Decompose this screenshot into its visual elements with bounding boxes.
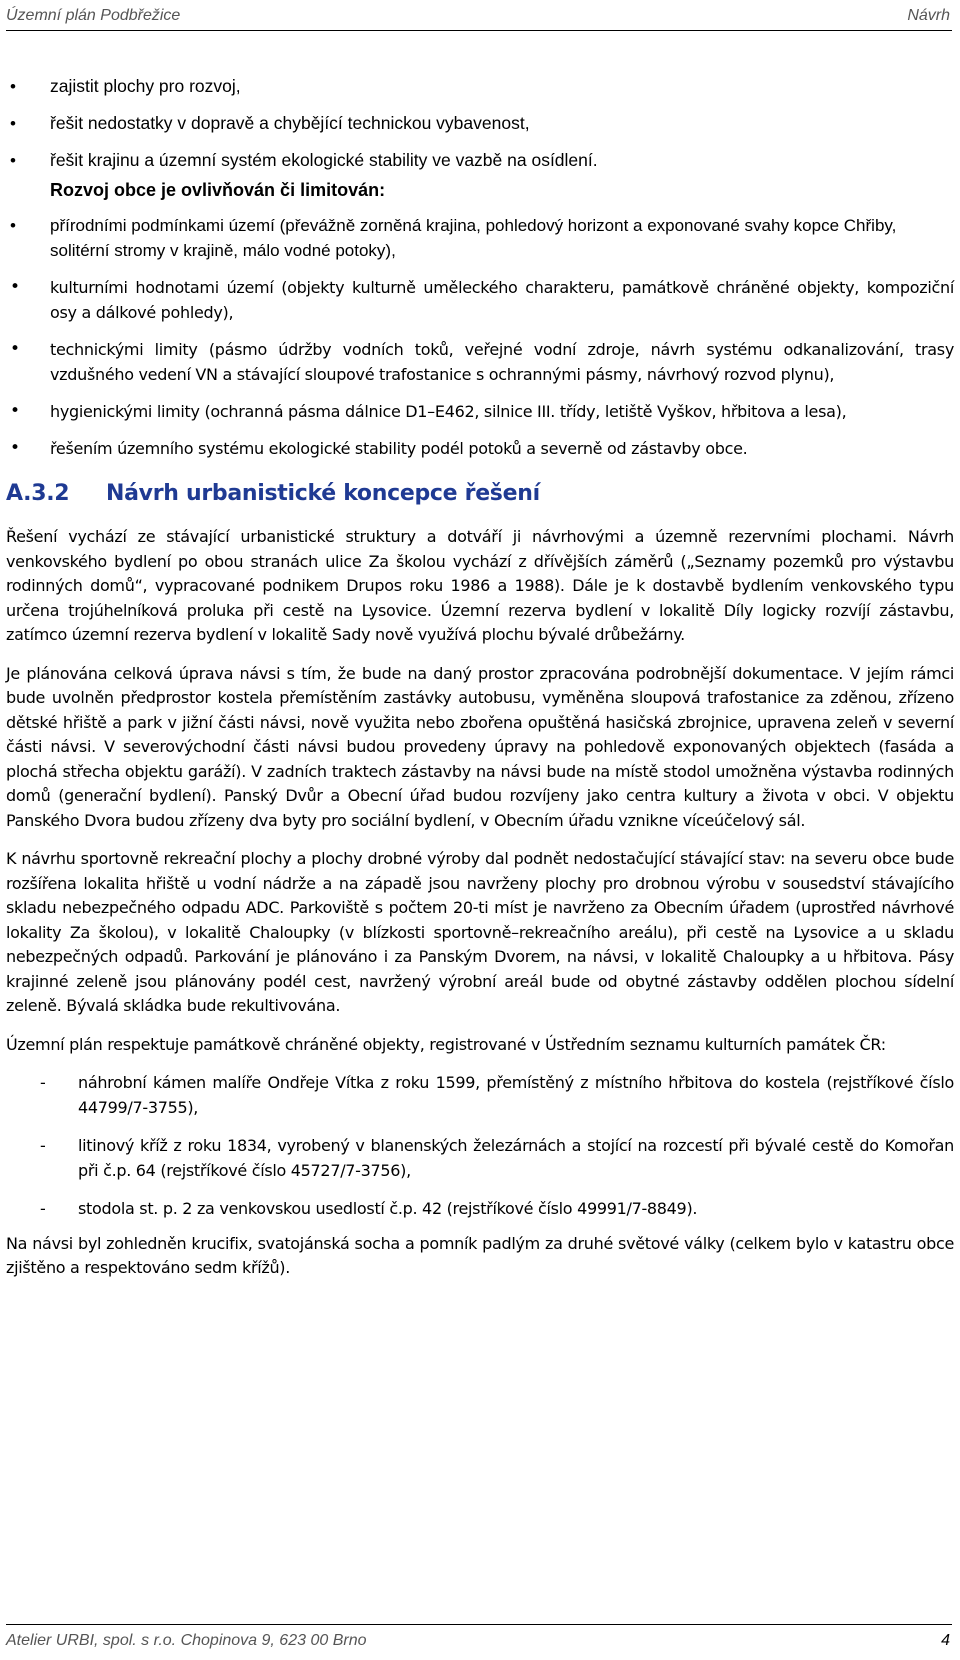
- bullet-icon: •: [10, 401, 20, 421]
- limits-list: [6, 213, 954, 461]
- list-item: • technickými limity (pásmo údržby vodních toků, veřejné vodní zdroje, návrh systému odkanalizování, trasy vzdušného vedení VN a stávající sloupové trafostanice s ochrannými pásmy, návrhový rozvod plynu),: [10, 339, 954, 384]
- list-item: • řešit nedostatky v dopravě a chybějící technickou vybavenost,: [6, 111, 954, 136]
- list-item: • hygienickými limity (ochranná pásma dálnice D1–E462, silnice III. třídy, letiště Vyškov, hřbitova a lesa),: [6, 399, 954, 424]
- list-item: • řešením územního systému ekologické stability podél potoků a severně od zástavby obce.: [6, 436, 954, 461]
- paragraph: Územní plán respektuje památkově chráněné objekty, registrované v Ústředním seznamu kulturních památek ČR:: [6, 1034, 886, 1054]
- monuments-list: [6, 1071, 954, 1222]
- bullet-icon: •: [10, 216, 16, 235]
- dash-icon: -: [40, 1073, 46, 1092]
- paragraph: K návrhu sportovně rekreační plochy a plochy drobné výroby dal podnět nedostačující stávající stav: na severu obce bude rozšířena lokalita hřiště u vodní nádrže a na západě jsou navrženy plochy pro drobnou výrobu v sousedství stávajícího skladu nebezpečného odpadu ADC. Parkoviště s počtem 20-ti míst je navrženo za Obecním úřadem (uprostřed návrhové lokality Za školou), v lokalitě Chaloupky (v blízkosti sportovně–rekreačního areálu), při cestě na Lysovice a u skladu nebezpečných odpadů. Parkování je plánováno i za Panským Dvorem, na návsi, v lokalitě Chaloupky a u hřbitova. Pásy krajinné zeleně jsou plánovány podél cest, navržený výrobní areál bude od obytné zástavby oddělen plochou sídelní zeleně. Bývalá skládka bude rekultivována.: [6, 849, 954, 1015]
- document-title: Územní plán Podbřežice: [6, 7, 181, 24]
- document-stage: Návrh: [907, 7, 950, 24]
- bullet-icon: •: [10, 77, 16, 96]
- bullet-icon: •: [10, 151, 16, 170]
- page-footer: [6, 1624, 952, 1657]
- section-title: Návrh urbanistické koncepce řešení: [106, 481, 540, 506]
- list-item: • přírodními podmínkami území (převážně zorněná krajina, pohledový horizont a exponované svahy kopce Chřiby, solitérní stromy v krajině, málo vodné potoky),: [6, 213, 954, 263]
- page-content: [6, 74, 954, 1295]
- goals-list: [6, 74, 954, 173]
- page-number: 4: [941, 1632, 950, 1649]
- bullet-icon: •: [10, 339, 20, 359]
- closing-paragraph: Na návsi byl zohledněn krucifix, svatojánská socha a pomník padlým za druhé světové války (celkem bylo v katastru obce zjištěno a respektováno sedm křížů).: [6, 1233, 954, 1277]
- bullet-icon: •: [10, 438, 20, 458]
- list-item: - litinový kříž z roku 1834, vyrobený v blanenských železárnách a stojící na rozcestí při bývalé cestě do Komořan při č.p. 64 (rejstříkové číslo 45727/7-3756),: [40, 1136, 954, 1180]
- paragraph: Řešení vychází ze stávající urbanistické struktury a dotváří ji návrhovými a územně rezervními plochami. Návrh venkovského bydlení po obou stranách ulice Za školou vychází z dřívějších záměrů („Seznamy pozemků pro výstavbu rodinných domů“, vypracované podnikem Drupos roku 1986 a 1988). Dále je k dostavbě bydlením venkovského typu určena trojúhelníková proluka při cestě na Lysovice. Územní rezerva bydlení v lokalitě Díly logicky rozvíjí zástavbu, zatímco územní rezerva bydlení v lokalitě Sady nově využívá plochu bývalé drůbežárny.: [6, 527, 954, 644]
- list-item: • kulturními hodnotami území (objekty kulturně uměleckého charakteru, památkově chráněné objekty, kompoziční osy a dálkové pohledy),: [10, 277, 954, 322]
- list-item: - náhrobní kámen malíře Ondřeje Vítka z roku 1599, přemístěný z místního hřbitova do kostela (rejstříkové číslo 44799/7-3755),: [40, 1073, 954, 1117]
- dash-icon: -: [40, 1136, 46, 1155]
- bullet-icon: •: [10, 114, 16, 133]
- page-header: [6, 4, 952, 31]
- dash-icon: -: [40, 1199, 46, 1218]
- footer-company: Atelier URBI, spol. s r.o. Chopinova 9, 623 00 Brno: [6, 1632, 367, 1649]
- section-number: A.3.2: [6, 481, 70, 506]
- bullet-icon: •: [10, 277, 20, 297]
- list-item: • zajistit plochy pro rozvoj,: [6, 74, 954, 99]
- section-heading: [6, 479, 954, 509]
- paragraph: Je plánována celková úprava návsi s tím, že bude na daný prostor zpracována podrobnější dokumentace. V jejím rámci bude uvolněn předprostor kostela přemístěním zastávky autobusu, vyměněna sloupová trafostanice za zděnou, zřízeno dětské hřiště a park v jižní části návsi, nově využita nebo zbořena opuštěná hasičská zbrojnice, upravena zeleň v severní části návsi. V severovýchodní části návsi budou provedeny úpravy na pohledově exponovaných objektech (fasáda a plochá střecha objektu garáží). V zadních traktech zástavby na návsi bude na místě stodol umožněna výstavba rodinných domů (generační bydlení). Panský Dvůr a Obecní úřad budou rozvíjeny jako centra kultury a života v obci. V objektu Panského Dvora budou zřízeny dva byty pro sociální bydlení, v Obecním úřadu vznikne víceúčelový sál.: [6, 663, 954, 830]
- list-item: - stodola st. p. 2 za venkovskou usedlostí č.p. 42 (rejstříkové číslo 49991/7-8849).: [6, 1197, 954, 1222]
- limits-subheading: Rozvoj obce je ovlivňován či limitován:: [50, 180, 386, 200]
- list-item: • řešit krajinu a územní systém ekologické stability ve vazbě na osídlení.: [6, 148, 954, 173]
